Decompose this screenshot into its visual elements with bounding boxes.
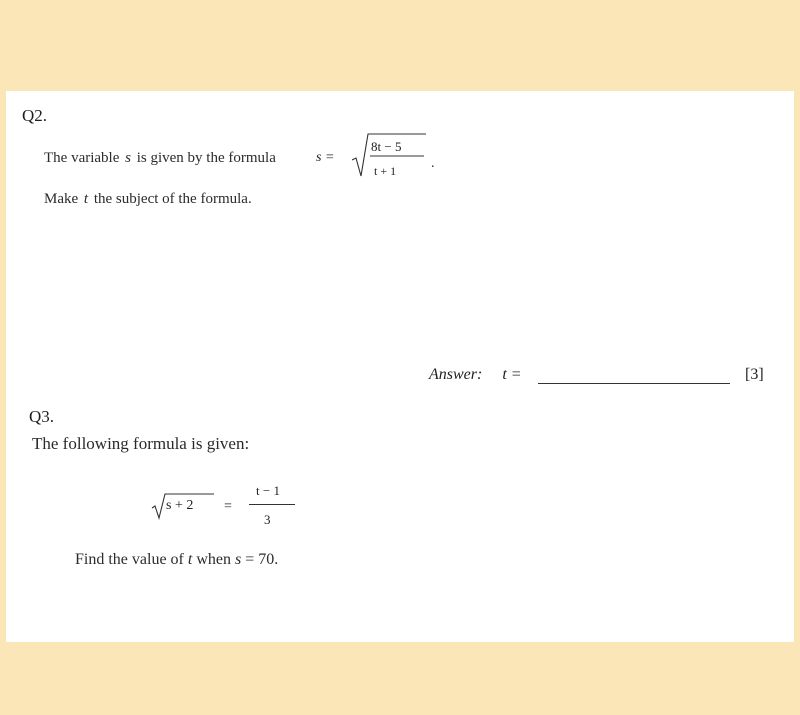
q3-variable-s: s: [234, 551, 242, 568]
q2-formula-numerator: 8t − 5: [371, 139, 402, 154]
q2-variable-s: s: [125, 150, 131, 166]
q3-instruction-mid: when: [196, 551, 231, 568]
answer-label: Answer:: [429, 366, 483, 383]
q2-instruction-suffix: the subject of the formula.: [93, 191, 252, 207]
q2-instruction-prefix: Make: [44, 191, 79, 207]
q3-formula-radicand: s + 2: [166, 498, 194, 513]
question-2-statement: [44, 150, 276, 167]
q2-formula-lhs: s =: [316, 150, 335, 165]
q2-marks: [3]: [745, 366, 764, 383]
q2-formula-terminator: .: [431, 156, 435, 171]
question-3-instruction: [75, 551, 278, 569]
question-3-statement: The following formula is given:: [32, 434, 250, 453]
question-2-instruction: [44, 191, 252, 208]
q3-formula-denominator: 3: [264, 512, 271, 527]
q2-answer-area: [429, 366, 522, 384]
question-2-number: Q2.: [22, 106, 48, 125]
q3-instruction-suffix: = 70.: [245, 551, 279, 568]
q3-formula-numerator: t − 1: [256, 483, 280, 498]
q3-formula-equals: =: [224, 499, 232, 514]
answer-variable: t =: [502, 366, 522, 383]
q2-formula-denominator: t + 1: [374, 164, 397, 178]
q2-variable-t: t: [83, 191, 89, 207]
answer-blank-line[interactable]: [538, 383, 730, 384]
q3-instruction-prefix: Find the value of: [75, 551, 184, 568]
q3-variable-t: t: [187, 551, 193, 568]
q2-text-prefix: The variable: [44, 150, 120, 166]
worksheet-page: [6, 91, 794, 642]
q3-fraction-bar: [249, 504, 295, 505]
question-3-number: Q3.: [29, 407, 55, 426]
q2-text-suffix: is given by the formula: [136, 150, 276, 166]
